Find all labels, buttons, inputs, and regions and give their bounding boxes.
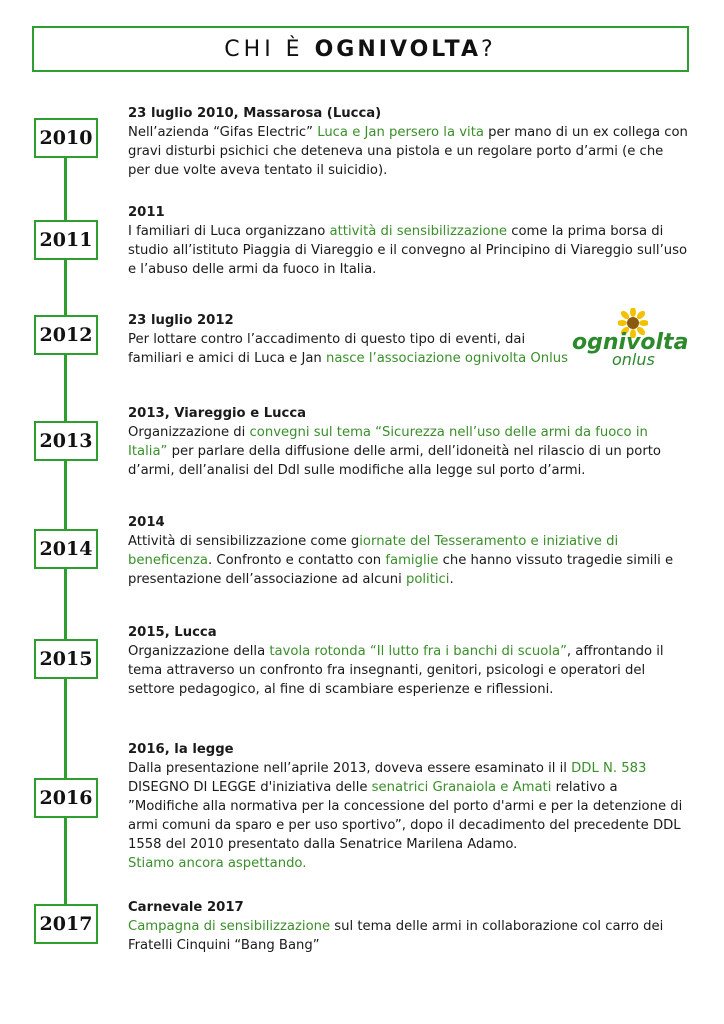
body-text: .	[449, 572, 454, 587]
highlight-text: Luca e Jan persero la vita	[317, 125, 484, 140]
entry-body	[128, 759, 688, 854]
entry-body	[128, 532, 688, 589]
highlight-text: tavola rotonda “Il lutto fra i banchi di scuola”	[269, 644, 567, 659]
body-text: . Confronto e contatto con	[208, 553, 386, 568]
body-text: Organizzazione della	[128, 644, 270, 659]
year-box-2012: 2012	[34, 315, 98, 355]
body-text: Nell’azienda “Gifas Electric”	[128, 125, 318, 140]
highlight-text: DDL N. 583	[571, 761, 647, 776]
highlight-text: convegni sul tema “Sicurezza nell’uso delle armi da fuoco in Italia”	[128, 425, 648, 459]
entry-heading: 2013, Viareggio e Lucca	[128, 406, 307, 421]
entry-2013	[128, 404, 688, 480]
year-box-2010: 2010	[34, 118, 98, 158]
body-text: sul tema delle armi in collaborazione col carro dei Fratelli Cinquini “Bang Bang”	[128, 919, 664, 953]
body-text: Attività di sensibilizzazione come g	[128, 534, 360, 549]
body-text: come la prima borsa di studio all’istituto Piaggia di Viareggio e il convegno al Principino di Viareggio sull’uso e l’abuso delle armi da fuoco in Italia.	[128, 224, 688, 277]
body-text: per parlare della diffusione delle armi, dell’idoneità nel rilascio di un porto d’armi, dell’analisi del Ddl sulle modifiche alla legge sul porto d’armi.	[128, 444, 661, 478]
body-text: , affrontando il tema attraverso un confronto fra insegnanti, genitori, psicologi e operatori del settore pedagogico, al fine di scambiare esperienze e riflessioni.	[128, 644, 664, 697]
entry-closing: Stiamo ancora aspettando.	[128, 856, 307, 871]
year-box-2014: 2014	[34, 529, 98, 569]
logo-sub: onlus	[612, 350, 655, 369]
title-prefix: CHI È	[224, 36, 304, 62]
entry-heading: 23 luglio 2012	[128, 313, 234, 328]
title-suffix: ?	[481, 36, 497, 62]
year-box-2013: 2013	[34, 421, 98, 461]
entry-heading: Carnevale 2017	[128, 900, 244, 915]
highlight-text: iornate del Tesseramento e iniziative di beneficenza	[128, 534, 619, 568]
body-text: Per lottare contro l’accadimento di questo tipo di eventi, dai familiari e amici di Luca e Jan	[128, 332, 526, 366]
entry-heading: 2014	[128, 515, 165, 530]
entry-body	[128, 917, 688, 955]
entry-2014	[128, 513, 688, 589]
highlight-text: Campagna di sensibilizzazione	[128, 919, 331, 934]
entry-body	[128, 222, 688, 279]
entry-body	[128, 123, 688, 180]
entry-2011	[128, 203, 688, 279]
body-text: Dalla presentazione nell’aprile 2013, doveva essere esaminato il il	[128, 761, 572, 776]
body-text: per mano di un ex collega con gravi disturbi psichici che deteneva una pistola e un regolare porto d’armi (e che per due volte aveva tentato il suicidio).	[128, 125, 688, 178]
year-box-2015: 2015	[34, 639, 98, 679]
year-box-2017: 2017	[34, 904, 98, 944]
entry-body	[128, 330, 568, 368]
entry-heading: 23 luglio 2010, Massarosa (Lucca)	[128, 106, 382, 121]
page-title	[32, 26, 689, 72]
body-text: relativo a ”Modifiche alla normativa per la concessione del porto d'armi e per la detenzione di armi comuni da sparo e per uso sportivo”, dopo il decadimento del precedente DDL 1558 del 2010 presentato dalla Senatrice Marilena Adamo.	[128, 780, 683, 852]
year-box-2016: 2016	[34, 778, 98, 818]
entry-2016	[128, 740, 688, 873]
body-text: I familiari di Luca organizzano	[128, 224, 330, 239]
entry-body	[128, 642, 688, 699]
logo-word: ognivolta	[572, 330, 689, 355]
entry-2010	[128, 104, 688, 180]
entry-body	[128, 423, 688, 480]
highlight-text: famiglie	[385, 553, 439, 568]
entry-heading: 2015, Lucca	[128, 625, 217, 640]
entry-heading: 2016, la legge	[128, 742, 234, 757]
entry-2017	[128, 898, 688, 955]
title-bold: OGNIVOLTA	[314, 36, 481, 62]
highlight-text: nasce l’associazione ognivolta Onlus	[325, 351, 568, 366]
highlight-text: attività di sensibilizzazione	[329, 224, 508, 239]
entry-heading: 2011	[128, 205, 165, 220]
entry-2012	[128, 311, 568, 368]
body-text: DISEGNO DI LEGGE d'iniziativa delle	[128, 780, 372, 795]
body-text: che hanno vissuto tragedie simili e presentazione dell’associazione ad alcuni	[128, 553, 674, 587]
ognivolta-logo	[572, 308, 689, 370]
highlight-text: senatrici Granaiola e Amati	[371, 780, 552, 795]
year-box-2011: 2011	[34, 220, 98, 260]
highlight-text: politici	[405, 572, 450, 587]
entry-2015	[128, 623, 688, 699]
body-text: Organizzazione di	[128, 425, 250, 440]
